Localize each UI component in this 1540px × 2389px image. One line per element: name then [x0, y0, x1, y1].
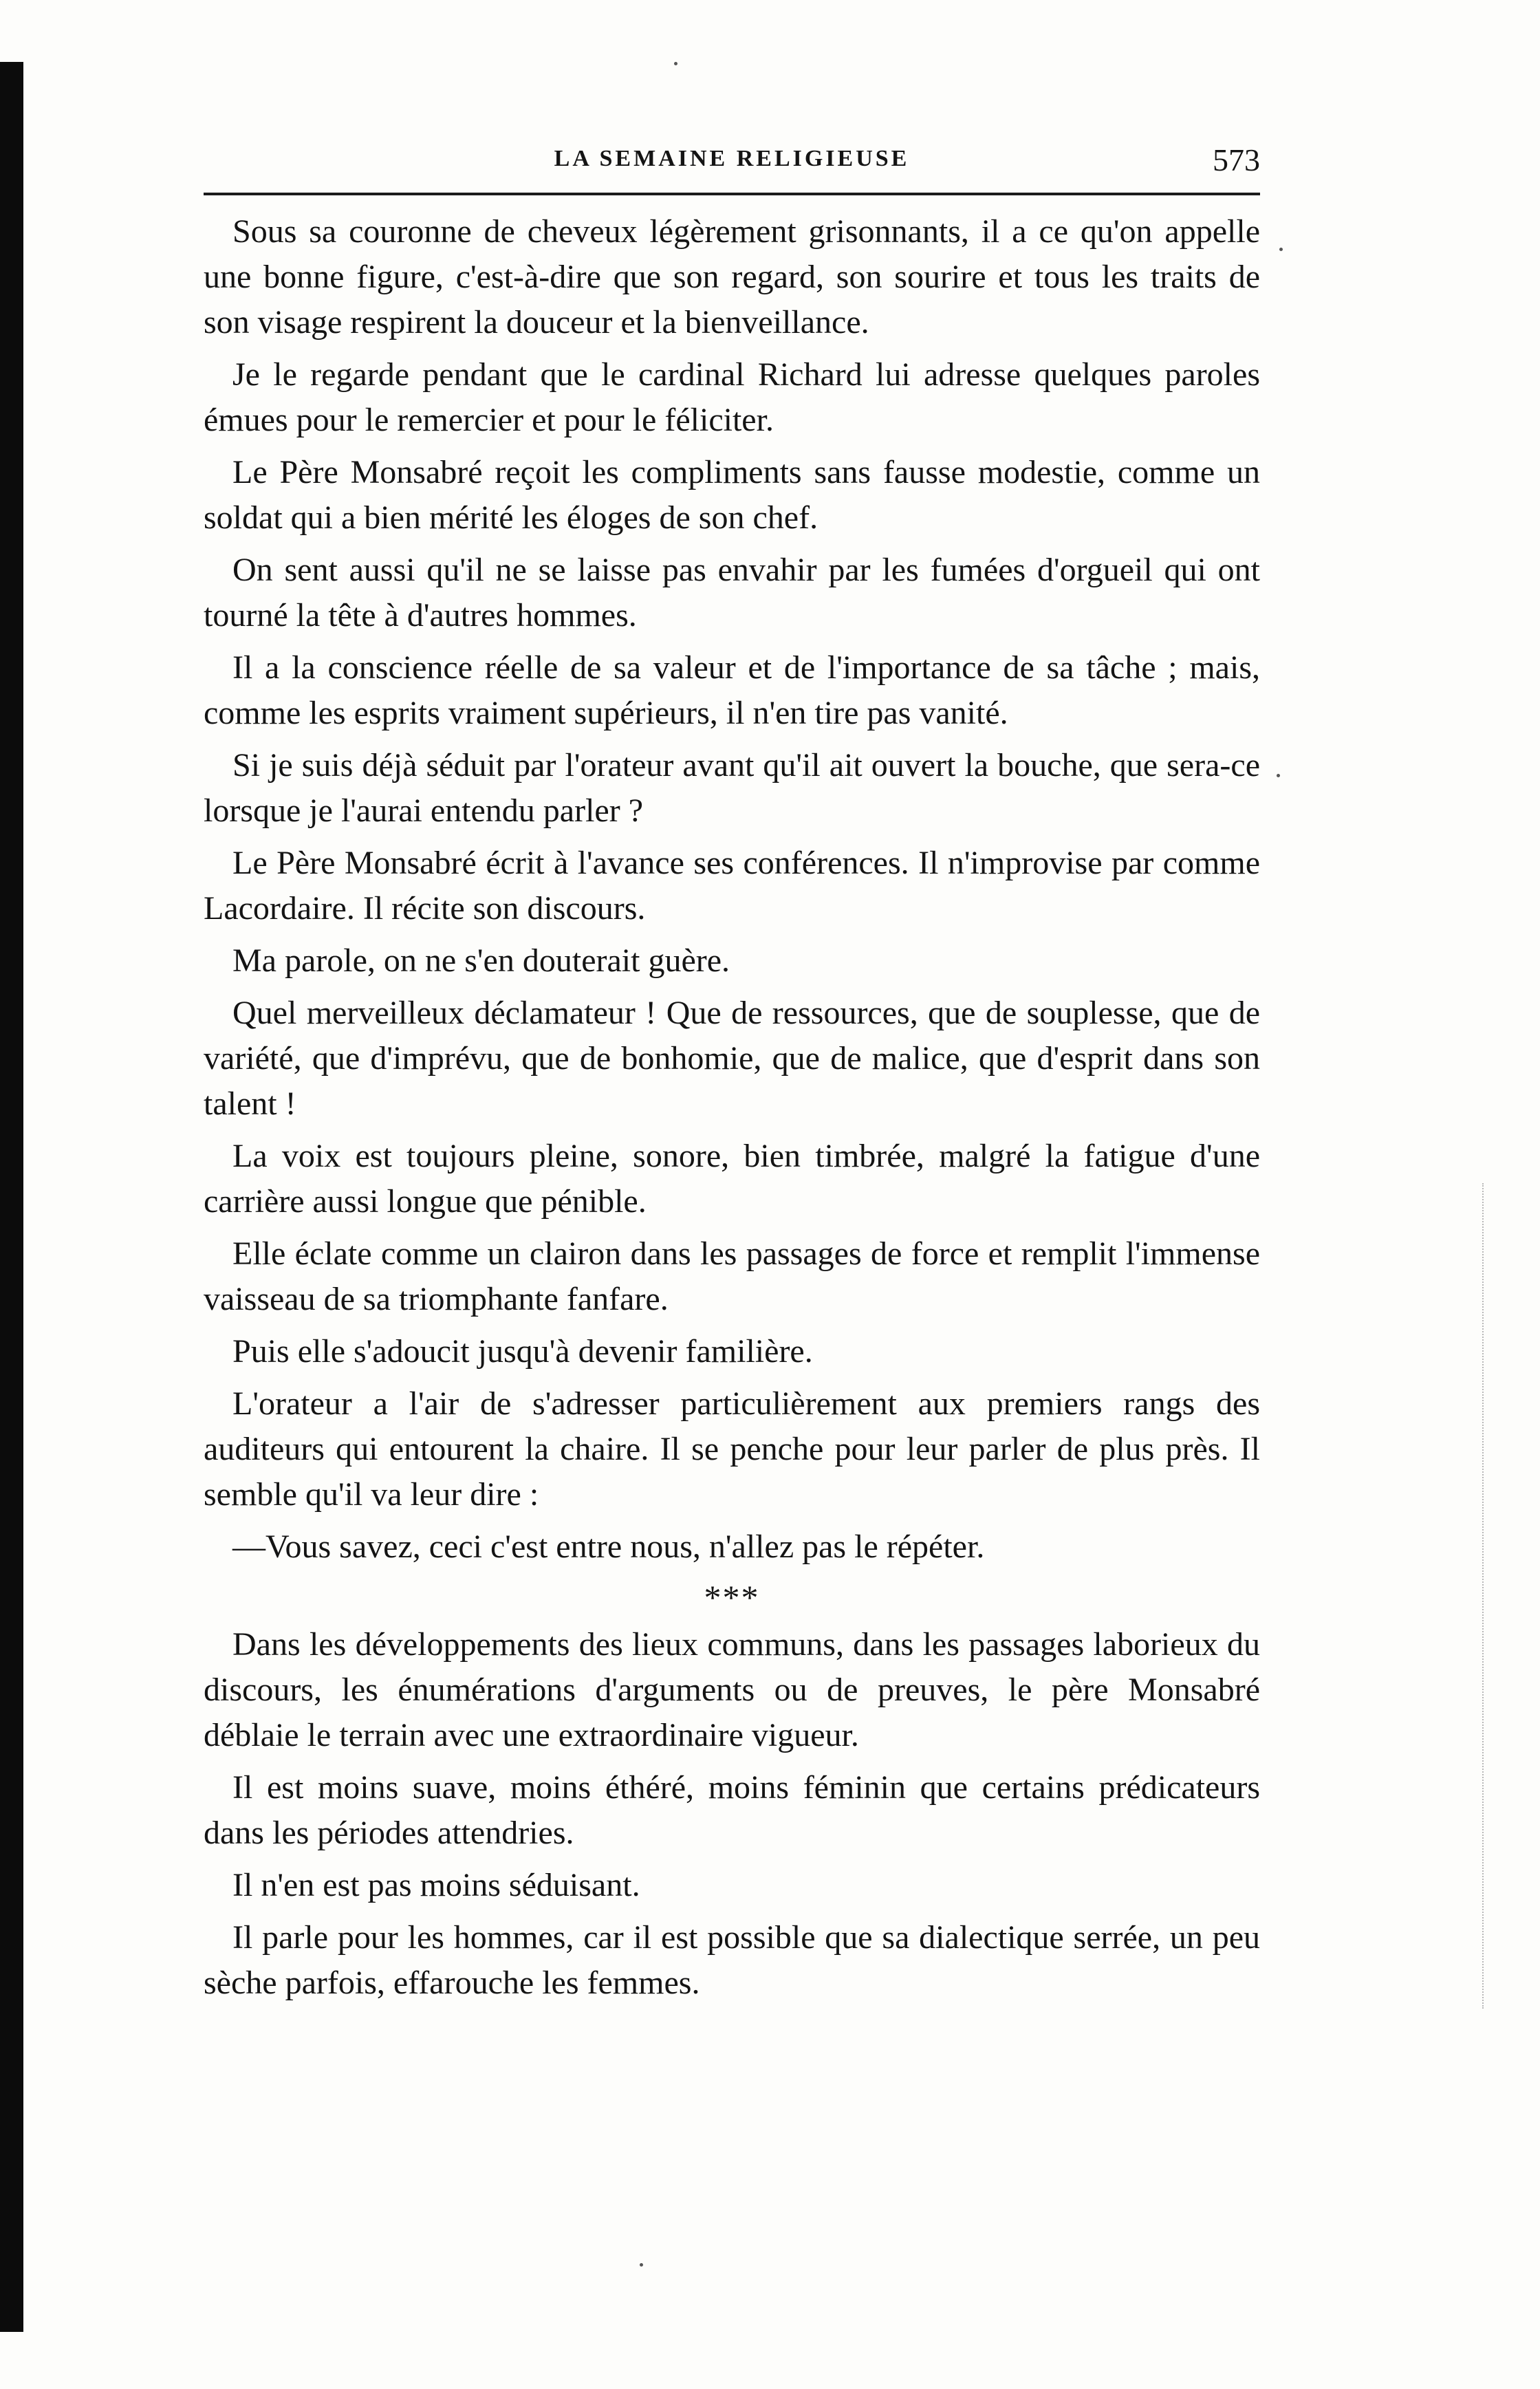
paragraph: —Vous savez, ceci c'est entre nous, n'allez pas le répéter. — [232, 1528, 985, 1565]
paragraph: Ma parole, on ne s'en douterait guère. — [232, 942, 730, 979]
section-separator-asterism: *** — [704, 1578, 760, 1617]
paragraph: Il parle pour les hommes, car il est possible que sa dialectique serrée, un peu sèche parfois, effarouche les femmes. — [204, 1919, 1260, 2001]
paragraph: Si je suis déjà séduit par l'orateur avant qu'il ait ouvert la bouche, que sera-ce lorsque je l'aurai entendu parler ? — [204, 747, 1260, 829]
book-page — [204, 131, 1260, 2013]
paragraph: La voix est toujours pleine, sonore, bien timbrée, malgré la fatigue d'une carrière aussi longue que pénible. — [204, 1138, 1260, 1220]
scan-speck — [640, 2263, 643, 2267]
paragraph: Le Père Monsabré écrit à l'avance ses conférences. Il n'improvise par comme Lacordaire. Il récite son discours. — [204, 845, 1260, 927]
paragraph: Il est moins suave, moins éthéré, moins féminin que certains prédicateurs dans les périodes attendries. — [204, 1769, 1260, 1851]
paragraph: On sent aussi qu'il ne se laisse pas envahir par les fumées d'orgueil qui ont tourné la tête à d'autres hommes. — [204, 552, 1260, 634]
paragraph: Il a la conscience réelle de sa valeur et de l'importance de sa tâche ; mais, comme les esprits vraiment supérieurs, il n'en tire pas vanité. — [204, 649, 1260, 731]
scan-speck — [674, 62, 677, 65]
scan-binding-edge — [0, 62, 23, 2332]
paragraph: L'orateur a l'air de s'adresser particulièrement aux premiers rangs des auditeurs qui entourent la chaire. Il se penche pour leur parler de plus près. Il semble qu'il va leur dire : — [204, 1385, 1260, 1513]
scan-margin-noise — [1482, 1183, 1532, 2009]
paragraph: Quel merveilleux déclamateur ! Que de ressources, que de souplesse, que de variété, que d'imprévu, que de bonhomie, que de malice, que d'esprit dans son talent ! — [204, 995, 1260, 1122]
article-body — [204, 209, 1260, 2006]
paragraph: Il n'en est pas moins séduisant. — [232, 1867, 640, 1903]
running-title: LA SEMAINE RELIGIEUSE — [554, 146, 910, 171]
paragraph: Je le regarde pendant que le cardinal Richard lui adresse quelques paroles émues pour le remercier et pour le féliciter. — [204, 356, 1260, 438]
page-number: 573 — [1213, 142, 1260, 177]
paragraph: Elle éclate comme un clairon dans les passages de force et remplit l'immense vaisseau de sa triomphante fanfare. — [204, 1235, 1260, 1317]
scan-speck — [1279, 248, 1283, 251]
paragraph: Dans les développements des lieux communs, dans les passages laborieux du discours, les énumérations d'arguments ou de preuves, le père Monsabré déblaie le terrain avec une extraordinaire vigueur. — [204, 1626, 1260, 1753]
running-head — [204, 131, 1260, 195]
scan-speck — [1277, 774, 1280, 777]
paragraph: Le Père Monsabré reçoit les compliments sans fausse modestie, comme un soldat qui a bien mérité les éloges de son chef. — [204, 454, 1260, 536]
paragraph: Sous sa couronne de cheveux légèrement grisonnants, il a ce qu'on appelle une bonne figure, c'est-à-dire que son regard, son sourire et tous les traits de son visage respirent la douceur et la bienveillance. — [204, 213, 1260, 340]
paragraph: Puis elle s'adoucit jusqu'à devenir familière. — [232, 1333, 813, 1370]
